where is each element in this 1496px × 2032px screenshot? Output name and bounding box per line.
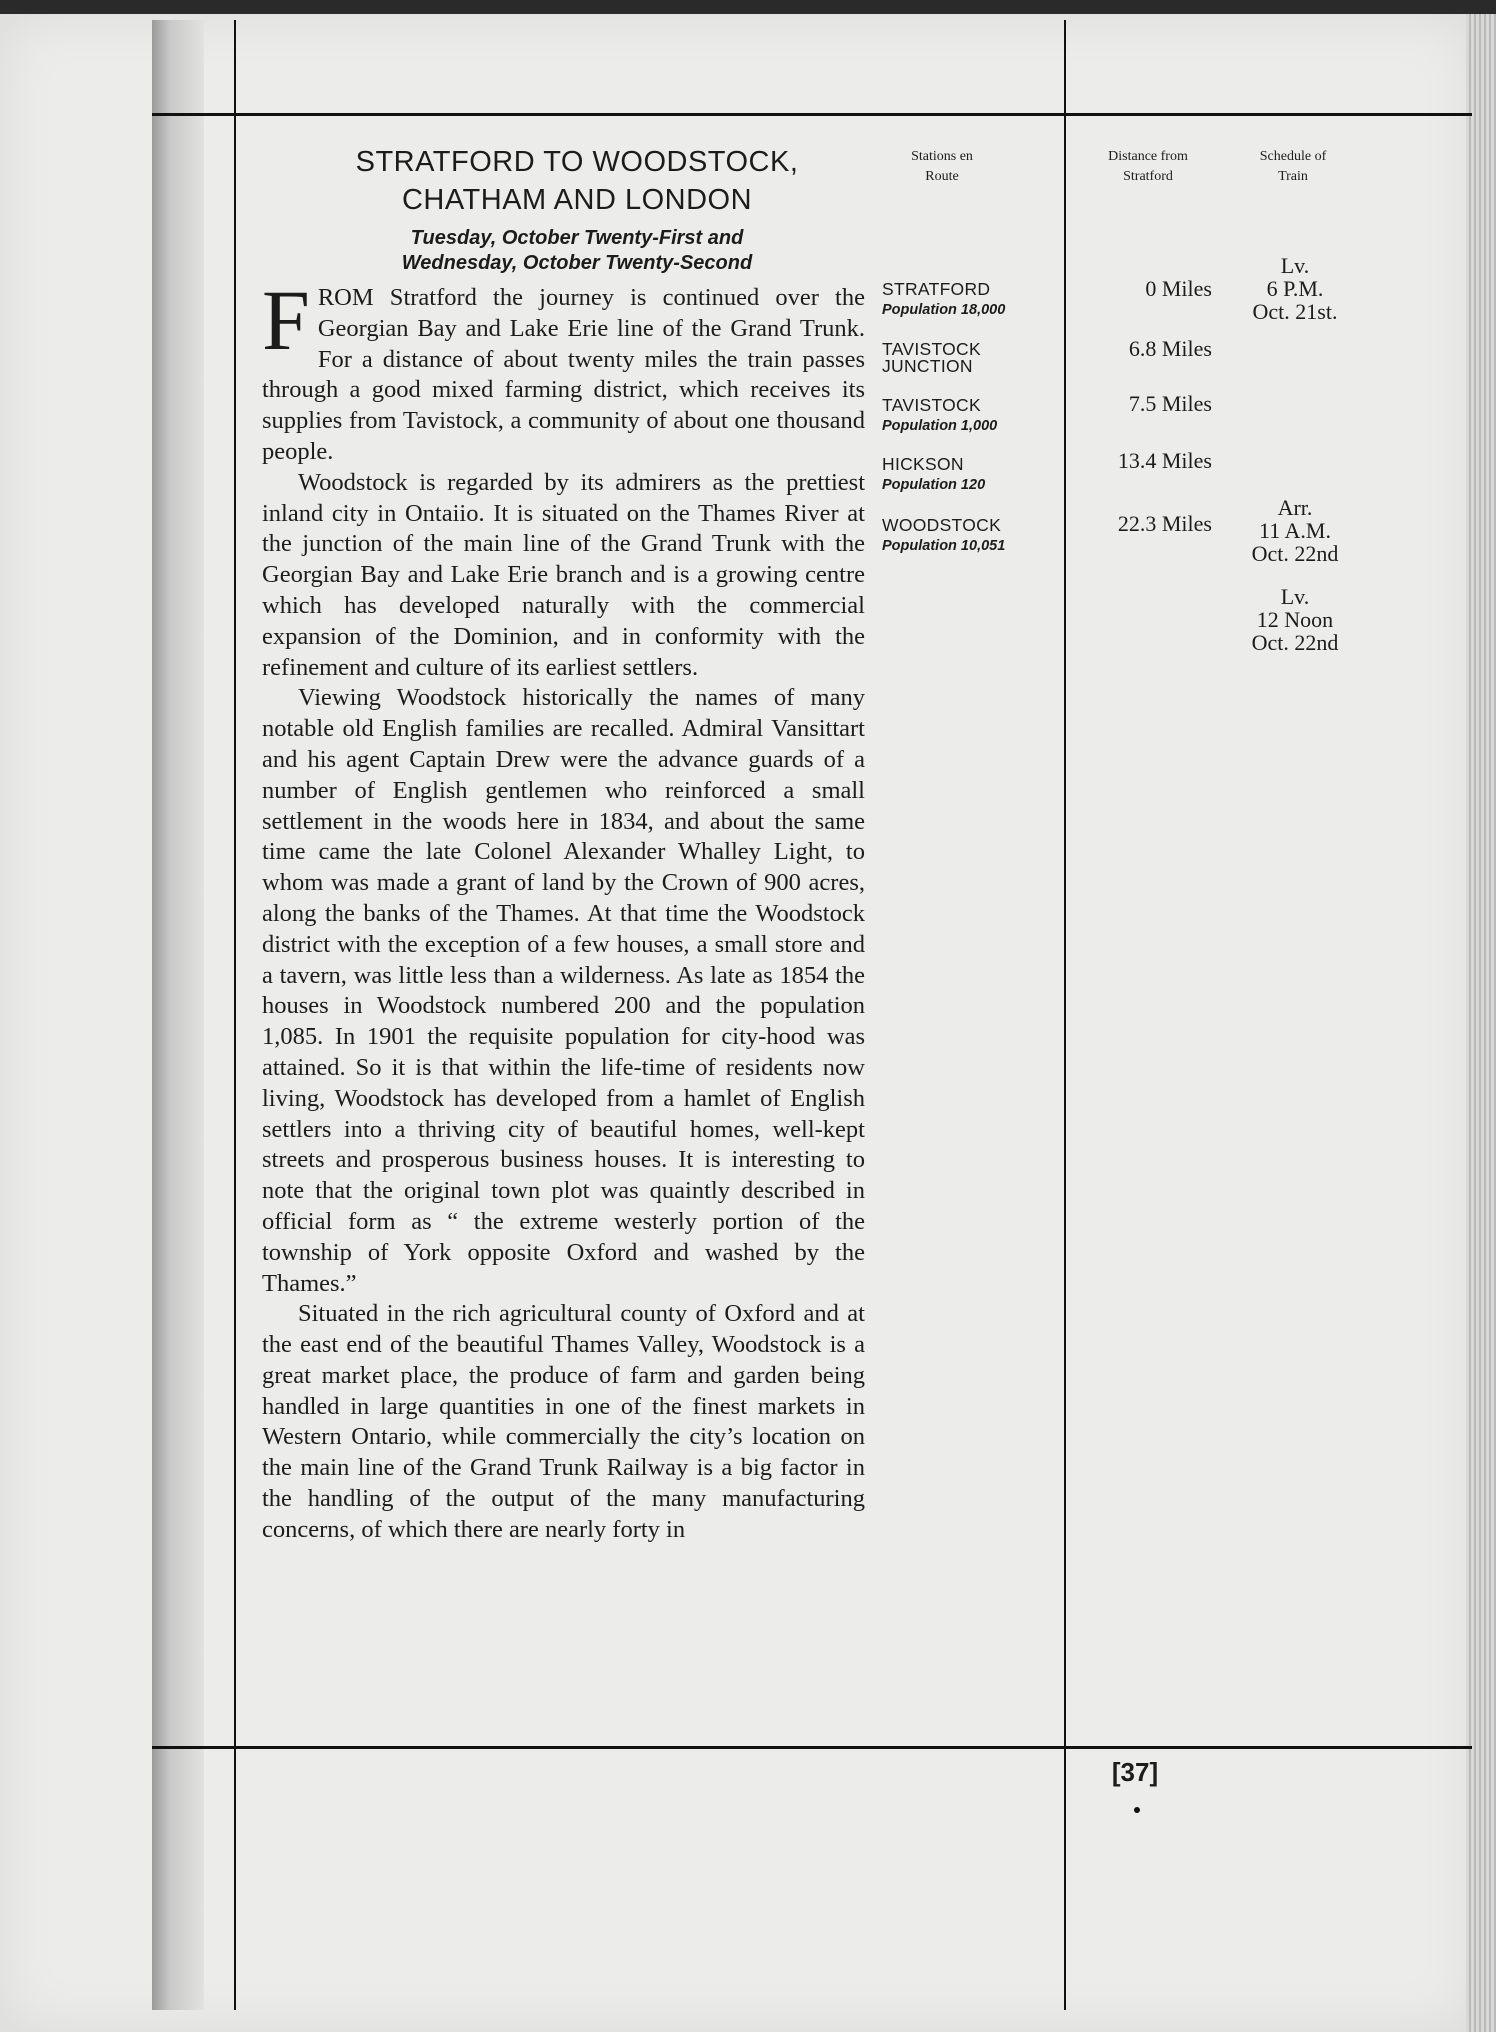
page-number: [37] (1111, 1757, 1159, 1787)
station-population: Population 1,000 (882, 418, 998, 434)
schedule-arrive-woodstock (1225, 496, 1365, 565)
page-dot (1134, 1807, 1140, 1813)
subtitle-line-1: Tuesday, October Twenty-First and (410, 227, 744, 249)
article-body (262, 272, 865, 1546)
paragraph-3: Viewing Woodstock historically the names of many notable old English families are recalled. Admiral Vansittart and his agent Captain Drew were the advance guards of a number of English gentlemen who reinforced a small settlement in the woods here in 1834, and about the same time came the late Colonel Alexander Whalley Light, to whom was made a grant of land by the Crown of 900 acres, along the banks of the Thames. At that time the Woodstock district with the exception of a few houses, a small store and a tavern, was little less than a wilderness. As late as 1854 the houses in Woodstock numbered 200 and the population 1,085. In 1901 the requisite population for city-hood was attained. So it is that within the life-time of residents now living, Woodstock has developed from a hamlet of English settlers into a thriving city of beautiful homes, well-kept streets and prosperous business houses. It is interesting to note that the original town plot was quaintly described in official form as “ the extreme westerly portion of the township of York opposite Oxford and washed by the Thames.” (262, 684, 865, 1297)
distance-stratford: 0 Miles (1145, 276, 1212, 301)
schedule-leave-woodstock (1225, 585, 1365, 654)
left-column-rule (234, 20, 236, 2010)
schedule-line: 6 P.M. (1266, 276, 1324, 301)
paragraph-1-text: ROM Stratford the journey is continued over the Georgian Bay and Lake Erie line of the Grand Trunk. For a distance of about twenty miles the train passes through a good mixed farming district, which receives its supplies from Tavistock, a community of about one thousand people. (262, 284, 865, 465)
bottom-rule (152, 1746, 1472, 1749)
station-name: TAVISTOCK (882, 395, 981, 415)
station-name: WOODSTOCK (882, 515, 1002, 535)
stations-header-line-1: Stations en (911, 149, 973, 164)
title-line-2: CHATHAM AND LONDON (401, 184, 753, 216)
paragraph-2: Woodstock is regarded by its admirers as the prettiest inland city in Ontaiio. It is situated on the Thames River at the junction of the main line of the Grand Trunk with the Georgian Bay and Lake Erie branch and is a growing centre which has developed naturally with the commercial expansion of the Dominion, and in conformity with the refinement and culture of its earliest settlers. (262, 468, 865, 681)
distance-header-line-2: Stratford (1123, 169, 1173, 184)
schedule-line: Oct. 22nd (1251, 630, 1339, 655)
page-edges (1466, 14, 1496, 2032)
distance-hickson: 13.4 Miles (1117, 448, 1212, 473)
schedule-header-line-1: Schedule of (1259, 149, 1327, 164)
schedule-line: 12 Noon (1256, 607, 1334, 632)
station-tavistock (882, 397, 1052, 438)
station-name: TAVISTOCK (882, 339, 981, 359)
paragraph-1 (262, 272, 865, 468)
schedule-header-line-2: Train (1278, 169, 1308, 184)
distance-woodstock: 22.3 Miles (1117, 511, 1212, 536)
station-hickson (882, 456, 1052, 497)
drop-cap: F (262, 272, 310, 368)
station-name: STRATFORD (882, 279, 991, 299)
schedule-line: Oct. 22nd (1251, 541, 1339, 566)
distance-tavistock: 7.5 Miles (1128, 391, 1212, 416)
stations-header (880, 147, 1004, 187)
middle-column-rule (1064, 20, 1066, 2010)
schedule-line: 11 A.M. (1259, 518, 1331, 543)
schedule-line: Oct. 21st. (1252, 299, 1338, 324)
distance-header (1080, 147, 1216, 187)
distance-header-line-1: Distance from (1108, 149, 1188, 164)
paragraph-4: Situated in the rich agricultural county of Oxford and at the east end of the beautiful Thames Valley, Woodstock is a great market place, the produce of farm and garden being handled in large quantities in one of the finest markets in Western Ontario, while commercially the city’s location on the main line of the Grand Trunk Railway is a big factor in the handling of the output of the many manufacturing concerns, of which there are nearly forty in (262, 1300, 865, 1543)
schedule-line: Lv. (1280, 584, 1310, 609)
station-tavistock-junction (882, 341, 1052, 375)
station-population: Population 18,000 (882, 302, 1006, 318)
distance-tavistock-junction: 6.8 Miles (1128, 336, 1212, 361)
page-title (262, 143, 892, 219)
schedule-line: Arr. (1277, 495, 1313, 520)
top-rule (152, 113, 1472, 116)
station-name: HICKSON (882, 454, 964, 474)
station-name-line-2: JUNCTION (882, 356, 973, 376)
stations-header-line-2: Route (925, 169, 959, 184)
station-woodstock (882, 517, 1052, 558)
station-population: Population 120 (882, 477, 986, 493)
schedule-leave-stratford (1225, 254, 1365, 323)
schedule-header (1230, 147, 1356, 187)
page-subtitle (262, 226, 892, 276)
page-binding-shadow (152, 20, 204, 2010)
station-stratford (882, 281, 1052, 322)
station-population: Population 10,051 (882, 538, 1006, 554)
subtitle-line-2: Wednesday, October Twenty-Second (401, 252, 753, 274)
title-line-1: STRATFORD TO WOODSTOCK, (355, 146, 799, 178)
schedule-line: Lv. (1280, 253, 1310, 278)
